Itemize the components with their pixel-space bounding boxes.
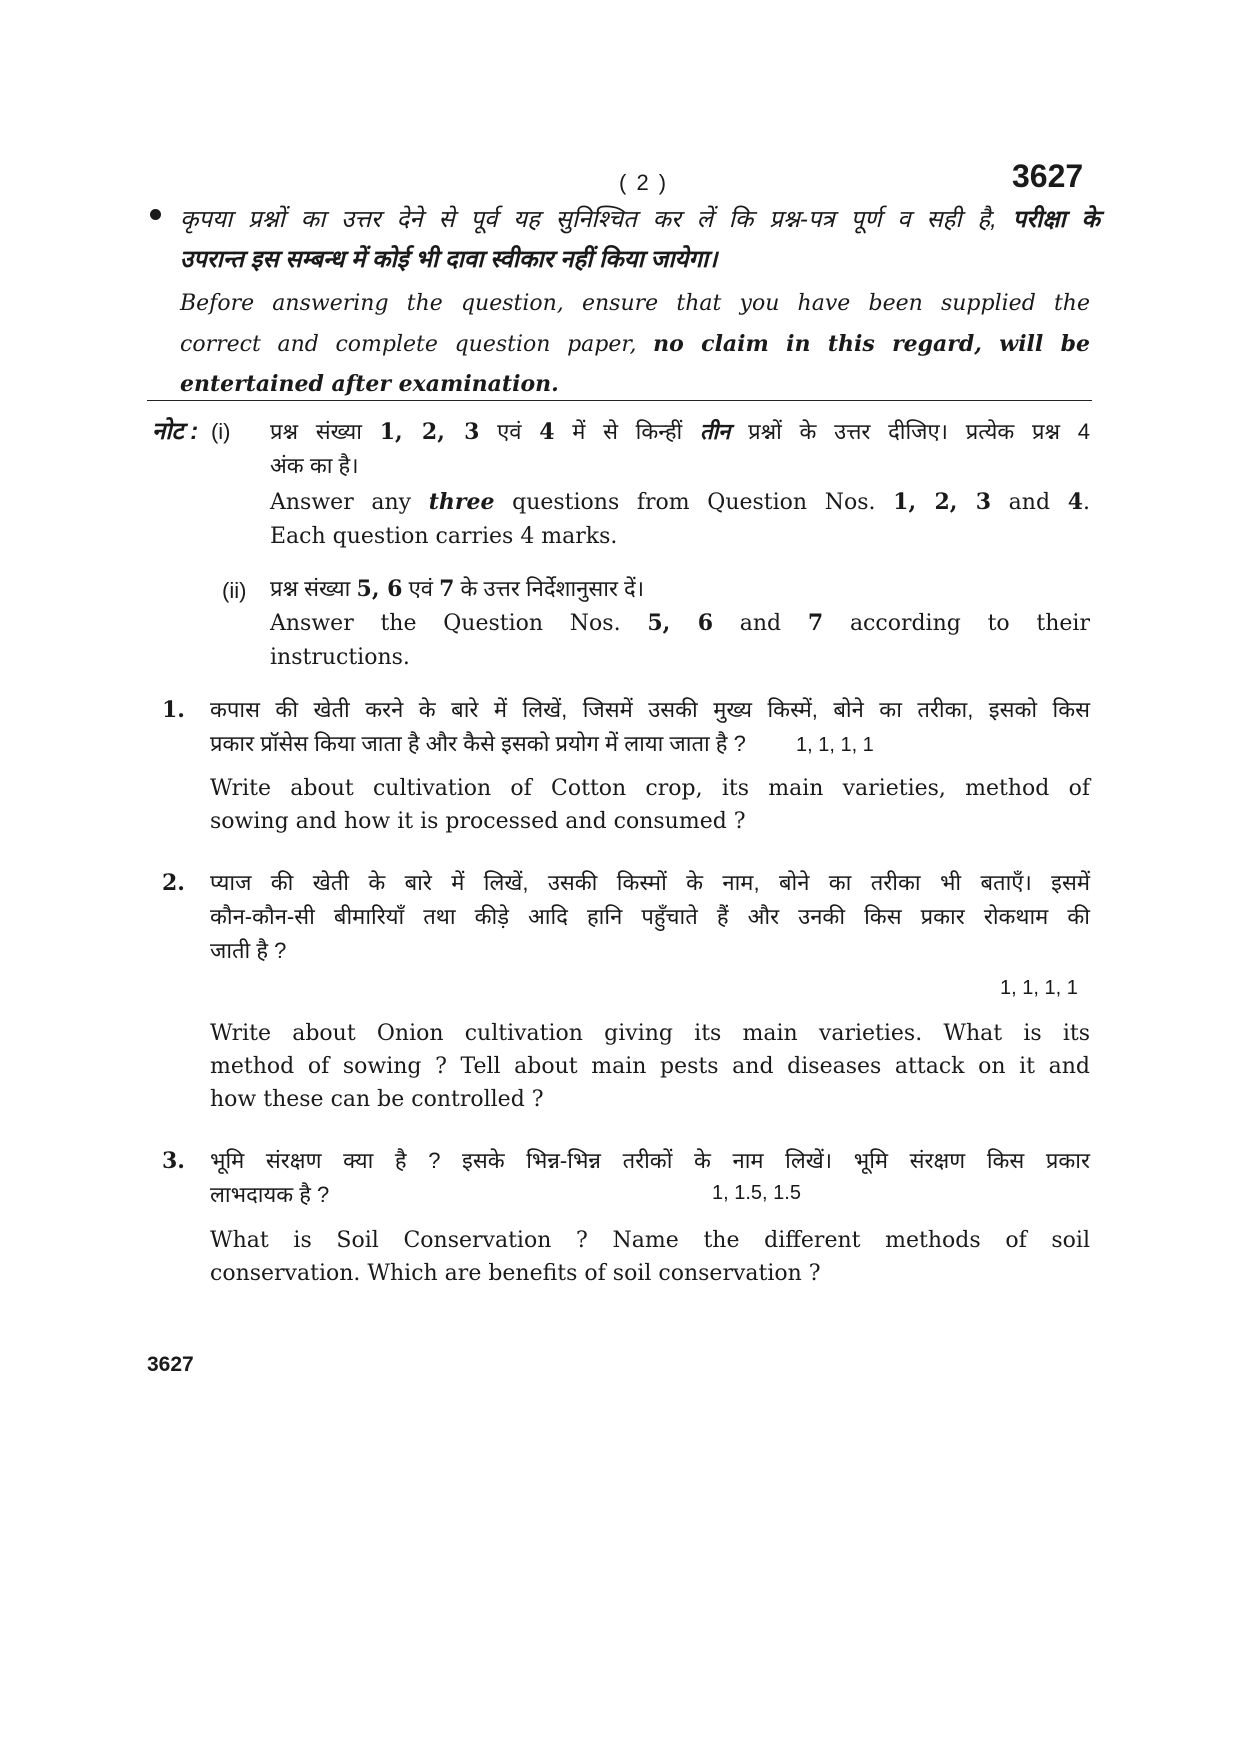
bullet-dot [150, 209, 161, 220]
question-1-english-line1: Write about cultivation of Cotton crop, its main varieties, method of [210, 776, 1090, 801]
question-3-hindi-line1: भूमि संरक्षण क्या है ? इसके भिन्न-भिन्न तरीकों के नाम लिखें। भूमि संरक्षण किस प्रकार [210, 1148, 1090, 1173]
question-2-marks: 1, 1, 1, 1 [1000, 977, 1078, 999]
question-3-hindi-line2: लाभदायक है ? [210, 1182, 330, 1207]
question-1-hindi-line2: प्रकार प्रॉसेस किया जाता है और कैसे इसको प्रयोग में लाया जाता है ? 1, 1, 1, 1 [210, 731, 874, 756]
question-2-english-line2: method of sowing ? Tell about main pests and diseases attack on it and [210, 1054, 1090, 1079]
question-1-english-line2: sowing and how it is processed and consumed ? [210, 809, 746, 834]
paper-code-bottom: 3627 [147, 1353, 194, 1376]
warning-english-bold: no claim in this regard, will be [653, 331, 1090, 357]
question-1-marks: 1, 1, 1, 1 [795, 734, 874, 756]
question-3-english-line1: What is Soil Conservation ? Name the different methods of soil [210, 1228, 1090, 1253]
note-label [152, 414, 231, 447]
warning-hindi-bold-start: परीक्षा के [1012, 206, 1100, 233]
question-1-number: 1. [162, 697, 185, 723]
question-3-english-line2: conservation. Which are benefits of soil conservation ? [210, 1261, 821, 1286]
note-item1-hindi-line2: अंक का है। [270, 453, 359, 478]
note-item1-roman: (i) [210, 419, 231, 444]
divider-rule [147, 400, 1092, 401]
note-item2-english-line2: instructions. [270, 645, 410, 670]
note-label-text: नोट : [152, 418, 199, 445]
warning-english-line2 [180, 324, 1090, 365]
warning-hindi-line1 [180, 200, 1100, 240]
question-3-marks: 1, 1.5, 1.5 [712, 1182, 801, 1204]
question-2-hindi-line3: जाती है ? [210, 938, 287, 963]
warning-hindi-line2: उपरान्त इस सम्बन्ध में कोई भी दावा स्वीकार नहीं किया जायेगा। [180, 246, 718, 273]
question-2-english-line1: Write about Onion cultivation giving its main varieties. What is its [210, 1021, 1090, 1046]
note-item2-roman: (ii) [222, 578, 247, 603]
warning-english-regular: correct and complete question paper, [180, 332, 637, 357]
note-item2-english-line1: Answer the Question Nos. 5, 6 and 7 according to their [270, 610, 1090, 636]
question-2-number: 2. [162, 870, 185, 896]
note-item1-english-line2: Each question carries 4 marks. [270, 524, 618, 549]
question-3-number: 3. [162, 1148, 185, 1174]
warning-hindi-regular: कृपया प्रश्नों का उत्तर देने से पूर्व यह सुनिश्चित कर लें कि प्रश्न-पत्र पूर्ण व सही है, [180, 206, 997, 233]
warning-english-line3: entertained after examination. [180, 371, 559, 397]
question-1-hindi-line1: कपास की खेती करने के बारे में लिखें, जिसमें उसकी मुख्य किस्में, बोने का तरीका, इसको किस [210, 697, 1090, 722]
note-item1-hindi-line1: प्रश्न संख्या 1, 2, 3 एवं 4 में से किन्हीं तीन प्रश्नों के उत्तर दीजिए। प्रत्येक प्रश्न 4 [270, 419, 1090, 445]
question-2-hindi-line1: प्याज की खेती के बारे में लिखें, उसकी किस्मों के नाम, बोने का तरीका भी बताएँ। इसमें [210, 870, 1090, 895]
paper-code-top: 3627 [1012, 158, 1084, 194]
note-item1-english-line1: Answer any three questions from Question Nos. 1, 2, 3 and 4. [270, 489, 1090, 515]
warning-english-line1: Before answering the question, ensure that you have been supplied the [180, 291, 1090, 316]
note-item2-hindi: प्रश्न संख्या 5, 6 एवं 7 के उत्तर निर्देशानुसार दें। [270, 576, 645, 602]
page-number: ( 2 ) [619, 170, 669, 195]
question-2-english-line3: how these can be controlled ? [210, 1087, 544, 1112]
question-2-hindi-line2: कौन-कौन-सी बीमारियाँ तथा कीड़े आदि हानि पहुँचाते हैं और उनकी किस प्रकार रोकथाम की [210, 904, 1090, 929]
